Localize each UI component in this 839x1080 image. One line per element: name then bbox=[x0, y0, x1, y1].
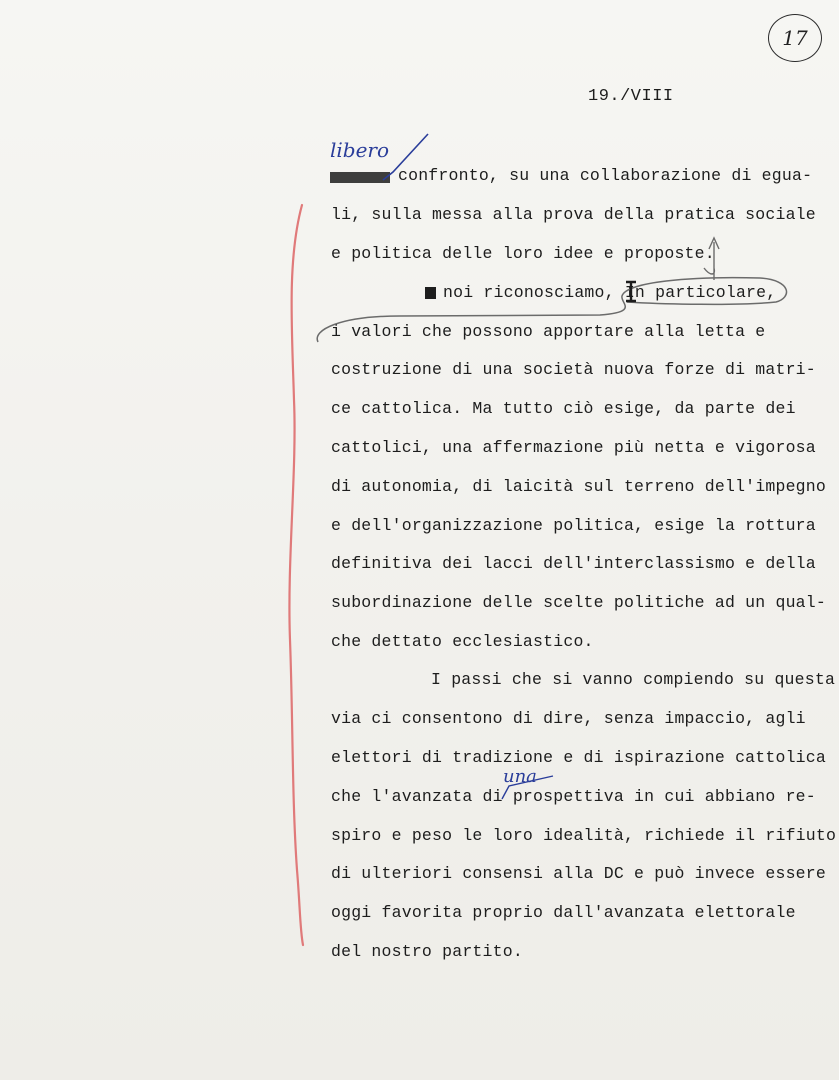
body-line-17: che l'avanzata di prospettiva in cui abbiano re- bbox=[331, 787, 816, 806]
body-line-20: oggi favorita proprio dall'avanzata elettorale bbox=[331, 903, 796, 922]
body-line-10: e dell'organizzazione politica, esige la rottura bbox=[331, 516, 816, 535]
body-line-4: noi riconosciamo, In particolare, bbox=[443, 283, 777, 302]
body-line-21: del nostro partito. bbox=[331, 942, 523, 961]
capital-i-correction-mark bbox=[626, 282, 636, 301]
body-line-11: definitiva dei lacci dell'interclassismo e della bbox=[331, 554, 816, 573]
body-line-1: confronto, su una collaborazione di egua- bbox=[398, 166, 813, 185]
handwritten-insertion-una: una bbox=[503, 766, 537, 787]
body-line-7: ce cattolica. Ma tutto ciò esige, da parte dei bbox=[331, 399, 796, 418]
blue-insertion-caret-1 bbox=[383, 134, 428, 180]
body-line-19: di ulteriori consensi alla DC e può invece essere bbox=[331, 864, 826, 883]
body-line-14: I passi che si vanno compiendo su questa bbox=[431, 670, 836, 689]
body-line-8: cattolici, una affermazione più netta e vigorosa bbox=[331, 438, 816, 457]
grey-insertion-arrow bbox=[704, 238, 719, 280]
body-line-16: elettori di tradizione e di ispirazione cattolica bbox=[331, 748, 826, 767]
body-line-2: li, sulla messa alla prova della pratica sociale bbox=[331, 205, 816, 224]
page-date-header: 19./VIII bbox=[588, 87, 674, 106]
body-line-13: che dettato ecclesiastico. bbox=[331, 632, 594, 651]
grey-transposition-loop bbox=[317, 278, 786, 342]
body-line-18: spiro e peso le loro idealità, richiede il rifiuto bbox=[331, 826, 837, 845]
blue-insertion-caret-2 bbox=[502, 776, 553, 799]
handwritten-insertion-libero: libero bbox=[330, 138, 390, 162]
folio-number: 17 bbox=[782, 26, 808, 50]
body-line-5: i valori che possono apportare alla letta e bbox=[331, 322, 766, 341]
body-line-9: di autonomia, di laicità sul terreno dell'impegno bbox=[331, 477, 826, 496]
red-margin-line bbox=[289, 205, 303, 945]
body-line-3: e politica delle loro idee e proposte. bbox=[331, 244, 715, 263]
body-line-6: costruzione di una società nuova forze di matri- bbox=[331, 360, 816, 379]
body-line-12: subordinazione delle scelte politiche ad un qual- bbox=[331, 593, 826, 612]
body-line-15: via ci consentono di dire, senza impaccio, agli bbox=[331, 709, 806, 728]
